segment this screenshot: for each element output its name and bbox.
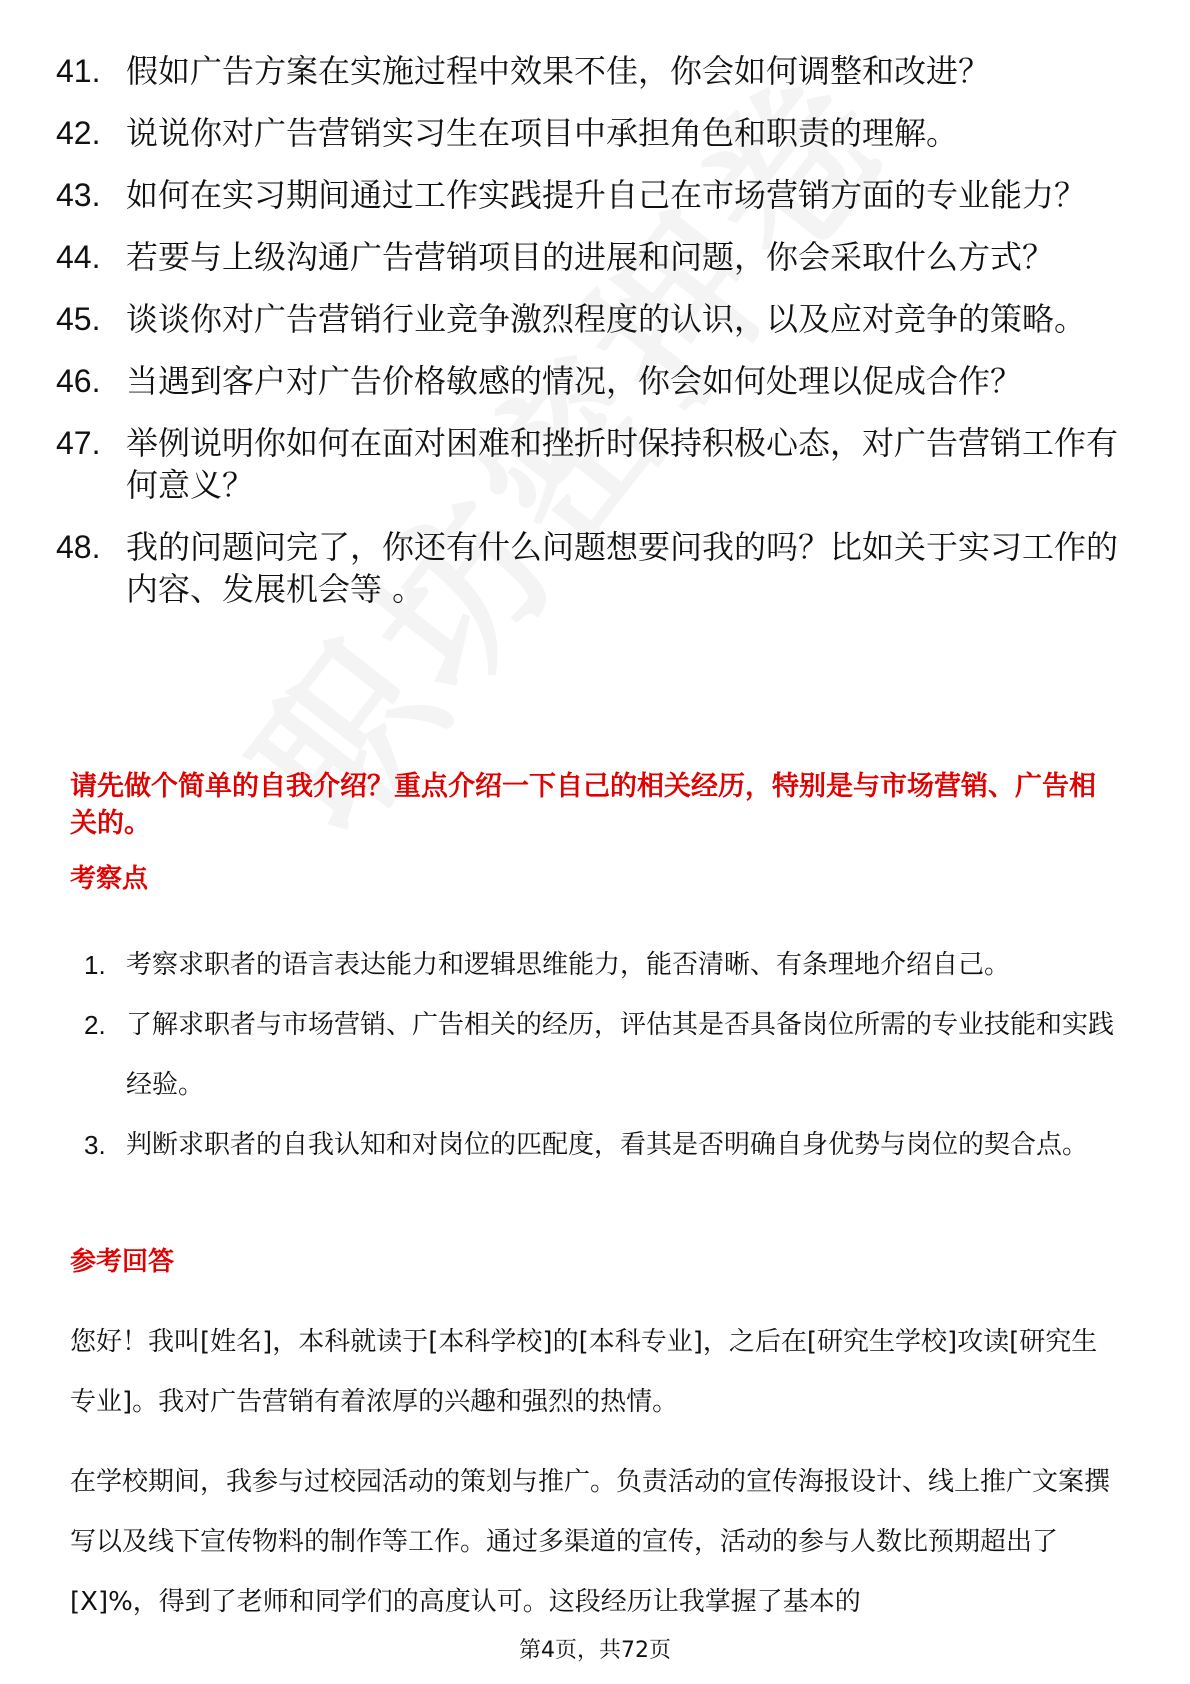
- list-item: [56, 50, 1126, 92]
- question-text: 假如广告方案在实施过程中效果不佳，你会如何调整和改进？: [126, 52, 991, 90]
- question-number: 44.: [56, 239, 101, 275]
- answer-paragraph: 您好！我叫[姓名]，本科就读于[本科学校]的[本科专业]，之后在[研究生学校]攻读[研究生专业]。我对广告营销有着浓厚的兴趣和强烈的热情。: [70, 1327, 1098, 1417]
- key-point-text: 了解求职者与市场营销、广告相关的经历，评估其是否具备岗位所需的专业技能和实践经验。: [126, 1010, 1115, 1100]
- answer-paragraph: 在学校期间，我参与过校园活动的策划与推广。负责活动的宣传海报设计、线上推广文案撰写以及线下宣传物料的制作等工作。通过多渠道的宣传，活动的参与人数比预期超出了[X]%，得到了老师和同学们的高度认可。这段经历让我掌握了基本的: [70, 1467, 1111, 1617]
- key-point-number: 2.: [84, 1010, 106, 1040]
- question-text: 说说你对广告营销实习生在项目中承担角色和职责的理解。: [126, 114, 959, 152]
- key-points-list: [84, 935, 1124, 1175]
- key-point-number: 1.: [84, 950, 106, 980]
- question-number: 47.: [56, 425, 101, 461]
- list-item: [56, 526, 1126, 610]
- list-item: [56, 360, 1126, 402]
- list-item: [84, 1115, 1124, 1175]
- featured-question-heading: 请先做个简单的自我介绍？重点介绍一下自己的相关经历，特别是与市场营销、广告相关的。: [70, 771, 1096, 839]
- list-item: [56, 422, 1126, 506]
- question-text: 我的问题问完了，你还有什么问题想要问我的吗？比如关于实习工作的内容、发展机会等 。: [126, 528, 1119, 608]
- list-item: [56, 112, 1126, 154]
- list-item: [84, 935, 1124, 995]
- list-item: [56, 174, 1126, 216]
- key-point-number: 3.: [84, 1130, 106, 1160]
- question-number: 42.: [56, 115, 101, 151]
- question-number: 41.: [56, 53, 101, 89]
- question-text: 若要与上级沟通广告营销项目的进展和问题，你会采取什么方式？: [126, 238, 1055, 276]
- key-point-text: 判断求职者的自我认知和对岗位的匹配度，看其是否明确自身优势与岗位的契合点。: [126, 1130, 1089, 1160]
- list-item: [56, 298, 1126, 340]
- question-number: 46.: [56, 363, 101, 399]
- key-point-text: 考察求职者的语言表达能力和逻辑思维能力，能否清晰、有条理地介绍自己。: [126, 950, 1011, 980]
- question-text: 当遇到客户对广告价格敏感的情况，你会如何处理以促成合作？: [126, 362, 1023, 400]
- list-item: [84, 995, 1124, 1115]
- question-number: 43.: [56, 177, 101, 213]
- question-number: 45.: [56, 301, 101, 337]
- page-footer: 第4页，共72页: [519, 1638, 671, 1663]
- key-points-label: 考察点: [70, 864, 149, 894]
- reference-answer-label: 参考回答: [70, 1247, 175, 1277]
- question-number: 48.: [56, 529, 101, 565]
- question-text: 如何在实习期间通过工作实践提升自己在市场营销方面的专业能力？: [126, 176, 1087, 214]
- list-item: [56, 236, 1126, 278]
- question-text: 谈谈你对广告营销行业竞争激烈程度的认识，以及应对竞争的策略。: [126, 300, 1087, 338]
- question-list: [56, 50, 1126, 630]
- question-text: 举例说明你如何在面对困难和挫折时保持积极心态，对广告营销工作有何意义？: [126, 424, 1119, 504]
